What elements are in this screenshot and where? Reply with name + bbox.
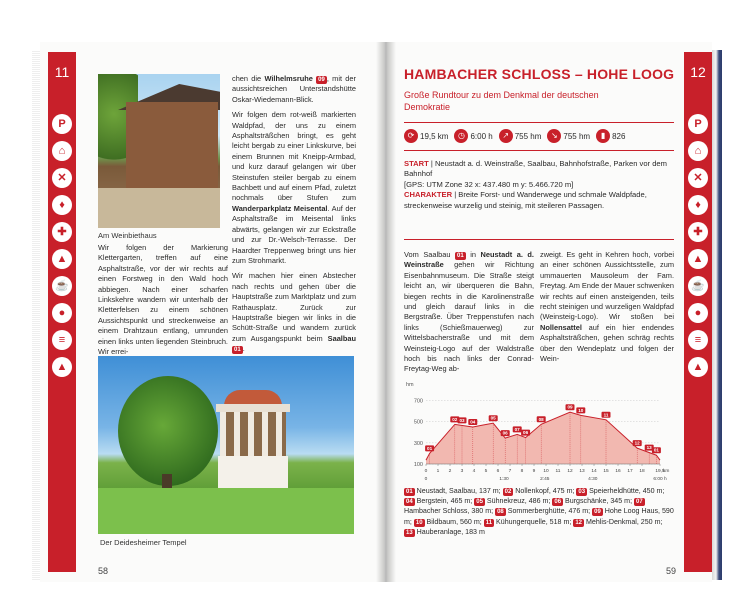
x-tick-label: 11 [555,469,561,474]
stat-value: 826 [612,131,626,141]
divider [404,150,674,151]
legend-text: Bergstein, 465 m; [414,497,475,506]
waypoint-badge: 01 [406,489,413,495]
category-icon: ✚ [688,222,708,242]
book-spine [376,42,396,582]
x-tick-label: 13 [579,469,585,474]
category-icon: ☕ [688,276,708,296]
category-icon: ≡ [52,330,72,350]
time-tick-label: 2:45 [540,477,550,482]
category-icon: ☕ [52,276,72,296]
x-tick-label: 12 [567,469,573,474]
left-text-column-1: Wir folgen der Markierung Klettergarten, treffen auf eine Asphaltstraße, vor der wir rechts auf einen Forstweg in den Wald hoch abbiegen. Nach einer scharfen Linkskehre wandern wir unterhalb der Kletterfelsen zu einem schönen Aussichtspunkt und streckenweise an einem Drahtzaun entlang, umrunden einen links unten liegenden Steinbruch. Wir errei- [98,243,228,357]
waypoint-marker-label: 10 [578,407,584,413]
category-icon: ≡ [688,330,708,350]
x-tick-label: 17 [627,469,633,474]
category-icon: ▲ [688,249,708,269]
waypoint-marker-label: 09 [567,404,573,410]
open-guidebook [40,42,712,582]
time-tick-label: 6:00 h [653,477,667,482]
waypoint-badge: 06 [554,499,562,506]
waypoint-marker-label: 02 [452,416,458,422]
legend-text: Bildbaum, 560 m; [424,517,484,526]
time-icon: ◷ [454,129,468,143]
x-tick-label: 4 [472,469,476,474]
waypoint-marker-label: 06 [523,430,529,436]
category-icon: P [688,114,708,134]
tour-info: START | Neustadt a. d. Weinstraße, Saalbau, Bahnhofstraße, Parken vor dem Bahnhof [GPS: UTM Zone 32 x: 437.480 m y: 5.466.720 m] CHARAKTER | Breite Forst- und Wanderwege und schmale Waldpfade, streckenweise wurzelig und steinig, mit steileren Passagen. [404,159,667,210]
time-tick-label: 0 [424,477,428,482]
photo-deidesheimer-tempel [98,356,354,534]
right-page [386,42,712,582]
waypoint-badge: 05 [476,499,483,506]
stat-item [596,129,625,143]
x-tick-label: 5 [484,469,488,474]
category-icon: ✕ [688,168,708,188]
category-icon: ✕ [52,168,72,188]
category-icon: ✚ [52,222,72,242]
x-tick-label: 6 [496,469,500,474]
right-page-number: 59 [665,566,676,576]
x-tick-label: 18 [639,469,645,474]
waypoint-marker-label: 07 [514,426,520,432]
waypoint-badge: 10 [415,519,423,526]
stat-value: 19,5 km [420,131,449,141]
x-tick-label: 0 [424,469,428,474]
waypoint-marker-label: 13 [646,445,652,451]
x-tick-label: 10 [543,469,549,474]
y-tick-label: 700 [413,398,423,405]
category-icon: ♦ [52,195,72,215]
stat-value: 6:00 h [470,131,493,141]
category-icon: ▲ [52,249,72,269]
legend-text: Kühungerquelle, 518 m; [494,517,574,526]
right-page-edge [712,50,722,580]
x-tick-label: 19,5 [655,469,665,474]
category-icon: ▲ [52,357,72,377]
left-tab-number: 11 [54,64,70,80]
waypoint-marker-label: 06 [502,430,508,436]
altitude-icon: ▮ [596,129,610,143]
legend-text: Nollenkopf, 475 m; [513,487,577,495]
waypoint-legend [404,486,674,537]
x-tick-label: 14 [591,469,597,474]
waypoint-marker-label: 05 [490,415,496,421]
category-icon: ● [52,303,72,323]
divider [404,122,674,123]
waypoint-badge: 08 [497,509,504,516]
stat-item [547,129,590,143]
waypoint-badge: 02 [504,489,512,495]
tour-subtitle: Große Rundtour zu dem Denkmal der deutschen Demokratie [404,90,599,112]
descent-icon: ↘ [547,129,561,143]
route-text-column-2: zweigt. Es geht in Kehren hoch, vorbei an einer schönen Aussichtsstelle, zum ummauerten Mausoleum der Fam. Freytag. Am Ende der Mauer schwenken wir rechts auf einen ansteigenden, teils recht steinigen und wurzeligen Waldpfad (Weinsteig-Logo). Wir stoßen bei Nollensattel auf ein hier endendes Asphaltsträßchen, gehen schräg rechts über den Wendeplatz und folgen der Wein- [540,250,674,364]
waypoint-badge: 04 [406,499,413,506]
waypoint-marker-label: 03 [459,417,465,423]
waypoint-badge: 09 [318,77,325,83]
waypoint-marker-label: 08 [538,416,544,422]
waypoint-badge: 01 [234,347,241,354]
category-icon: ● [688,303,708,323]
waypoint-marker-label: 01 [653,447,659,453]
x-tick-label: 8 [520,469,524,474]
category-icon: P [52,114,72,134]
x-tick-label: 1 [436,469,440,474]
photo-caption-weinbiethaus: Am Weinbiethaus [98,231,157,240]
legend-text: Speierheldhütte, 450 m; [587,487,665,495]
x-tick-label: 2 [448,469,452,474]
stat-value: 755 hm [514,131,542,141]
stat-item [454,129,492,143]
category-icon: ▲ [688,357,708,377]
legend-text: Burgschänke, 345 m; [563,497,635,506]
y-axis-label: hm [406,382,414,388]
left-page-number: 58 [98,566,109,576]
legend-text: Neustadt, Saalbau, 137 m; [414,487,503,495]
route-text-column-1: Vom Saalbau 01 in Neustadt a. d. Weinstraße gehen wir Richtung Eisenbahnmuseum. Die Straße steigt leicht an, wir überqueren die Bahn, biegen rechts in die Karolinenstraße und gleich darauf links in die Bergstraße. Über Treppenstufen nach links (Schießmauerweg) zur Wittelsbacherstraße und mit dem Weinsteig-Logo auf der Waldstraße hoch bis nach links der Conrad-Freytag-Weg ab- [404,250,534,374]
tour-stats [404,129,625,143]
elevation-profile-chart [404,380,674,484]
left-text-column-2: chen die Wilhelmsruhe 09 , mit der aussichtsreichen Unterstandshütte Oskar-Wiedemann-Blick. Wir folgen dem rot-weiß markierten Waldpfad, der uns zu einem Asphaltsträßchen bringt, es geht leicht bergab zu einer Linkskurve, bei einem Brunnen mit Kneipp-Armbad, und kurz darauf gelangen wir über Steinstufen steiler bergab zu einem Bachbett und auf einem Pfad, zuletzt nochmals über Stufen zum Wanderparkplatz Meisental. Auf der Asphaltstraße im Meisental links abwärts, gelangen wir zur Eckstraße und zur Dr.-Welsch-Terrasse. Der Haardter Treppenweg bringt uns hier zum Strohmarkt. Wir machen hier einen Abstecher nach rechts und gehen über die Hauptstraße zum Marktplatz und zum Rathausplatz. Zurück zur Hauptstraße biegen wir links in die Schütt-Straße und wandern zurück zum Ausgangspunkt beim Saalbau 01 . [232,74,356,354]
x-tick-label: 9 [532,469,536,474]
legend-text: Hohe Loog Haus, 590 m; [404,507,674,526]
photo-weinbiethaus [98,74,220,228]
photo-caption-tempel: Der Deidesheimer Tempel [100,538,187,547]
time-tick-label: 1:30 [499,477,509,482]
waypoint-badge: 11 [485,519,493,526]
stat-item [499,129,542,143]
waypoint-marker-label: 11 [603,412,609,418]
waypoint-badge: 07 [636,499,643,506]
y-tick-label: 300 [413,440,423,447]
legend-text: Mehlis-Denkmal, 250 m; [584,517,663,526]
divider [404,239,674,240]
stat-value: 755 hm [563,131,591,141]
left-tab-icons [52,114,72,377]
x-tick-label: 15 [603,469,609,474]
waypoint-marker-label: 01 [427,445,433,451]
tour-title: HAMBACHER SCHLOSS – HOHE LOOG [404,66,675,82]
waypoint-badge: 03 [578,489,586,495]
x-tick-label: 3 [460,469,464,474]
distance-icon: ⟳ [404,129,418,143]
time-tick-label: 4:30 [588,477,598,482]
stat-item [404,129,448,143]
left-chapter-tab [48,52,76,572]
legend-text: Sommerberghütte, 476 m; [505,507,593,516]
ascent-icon: ↗ [499,129,513,143]
x-unit-label: km [663,469,670,474]
category-icon: ♦ [688,195,708,215]
legend-text: Hambacher Schloss, 380 m; [404,507,496,516]
y-tick-label: 500 [413,419,423,426]
left-page-edge [32,50,40,580]
category-icon: ⌂ [688,141,708,161]
waypoint-badge: 01 [457,253,464,259]
legend-text: Sühnekreuz, 486 m; [484,497,553,506]
waypoint-badge: 09 [594,509,601,516]
x-tick-label: 7 [508,469,512,474]
x-tick-label: 16 [615,469,621,474]
legend-text: Hauberanlage, 183 m [414,527,485,536]
y-tick-label: 100 [413,462,423,468]
waypoint-badge: 13 [406,529,413,536]
waypoint-badge: 12 [575,519,583,526]
left-page [40,42,386,582]
right-chapter-tab [684,52,712,572]
waypoint-marker-label: 04 [470,419,476,425]
waypoint-marker-label: 12 [634,440,640,446]
right-tab-icons [688,114,708,377]
category-icon: ⌂ [52,141,72,161]
right-tab-number: 12 [690,64,706,80]
